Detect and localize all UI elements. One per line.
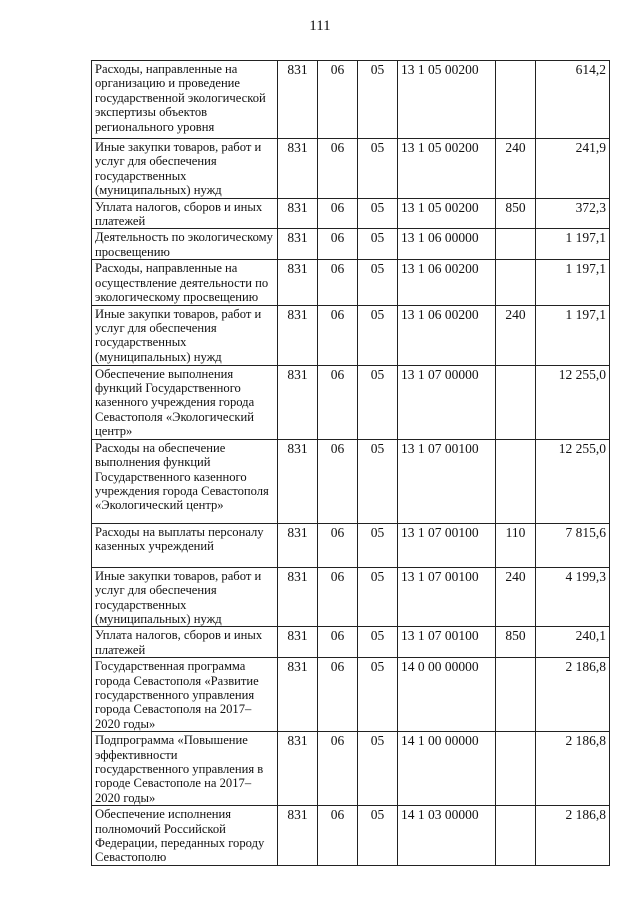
expense-type-code	[496, 439, 536, 523]
ministry-code: 831	[278, 260, 318, 305]
section-code: 06	[318, 260, 358, 305]
table-row	[92, 658, 610, 732]
ministry-code: 831	[278, 806, 318, 866]
section-code: 06	[318, 658, 358, 732]
ministry-code: 831	[278, 658, 318, 732]
ministry-code: 831	[278, 732, 318, 806]
budget-table	[91, 60, 610, 866]
ministry-code: 831	[278, 229, 318, 260]
table-row	[92, 523, 610, 567]
row-name: Расходы, направленные на осуществление деятельности по экологическому просвещению	[92, 260, 278, 305]
row-name: Расходы на обеспечение выполнения функций Государственного казенного учреждения города Севастополя «Экологический центр»	[92, 439, 278, 523]
section-code: 06	[318, 627, 358, 658]
ministry-code: 831	[278, 523, 318, 567]
expense-type-code: 850	[496, 198, 536, 229]
expense-type-code: 240	[496, 305, 536, 365]
ministry-code: 831	[278, 365, 318, 439]
target-article-code: 13 1 07 00100	[398, 627, 496, 658]
subsection-code: 05	[358, 139, 398, 199]
subsection-code: 05	[358, 198, 398, 229]
subsection-code: 05	[358, 61, 398, 139]
amount: 2 186,8	[536, 732, 610, 806]
target-article-code: 13 1 05 00200	[398, 139, 496, 199]
table-row	[92, 198, 610, 229]
expense-type-code: 240	[496, 567, 536, 627]
amount: 614,2	[536, 61, 610, 139]
subsection-code: 05	[358, 305, 398, 365]
subsection-code: 05	[358, 732, 398, 806]
subsection-code: 05	[358, 439, 398, 523]
table-row	[92, 439, 610, 523]
amount: 372,3	[536, 198, 610, 229]
subsection-code: 05	[358, 627, 398, 658]
page-number: 111	[309, 18, 331, 34]
section-code: 06	[318, 139, 358, 199]
ministry-code: 831	[278, 627, 318, 658]
table-row	[92, 305, 610, 365]
table-row	[92, 806, 610, 866]
subsection-code: 05	[358, 658, 398, 732]
target-article-code: 14 1 03 00000	[398, 806, 496, 866]
row-name: Обеспечение исполнения полномочий Российской Федерации, переданных городу Севастополю	[92, 806, 278, 866]
row-name: Иные закупки товаров, работ и услуг для обеспечения государственных (муниципальных) нужд	[92, 139, 278, 199]
expense-type-code	[496, 365, 536, 439]
amount: 12 255,0	[536, 365, 610, 439]
target-article-code: 14 1 00 00000	[398, 732, 496, 806]
row-name: Уплата налогов, сборов и иных платежей	[92, 627, 278, 658]
amount: 240,1	[536, 627, 610, 658]
section-code: 06	[318, 523, 358, 567]
budget-table-body	[92, 61, 610, 866]
subsection-code: 05	[358, 523, 398, 567]
amount: 241,9	[536, 139, 610, 199]
subsection-code: 05	[358, 229, 398, 260]
section-code: 06	[318, 567, 358, 627]
expense-type-code	[496, 806, 536, 866]
subsection-code: 05	[358, 806, 398, 866]
target-article-code: 13 1 05 00200	[398, 198, 496, 229]
amount: 2 186,8	[536, 806, 610, 866]
ministry-code: 831	[278, 305, 318, 365]
target-article-code: 13 1 07 00100	[398, 523, 496, 567]
target-article-code: 13 1 07 00000	[398, 365, 496, 439]
amount: 1 197,1	[536, 229, 610, 260]
section-code: 06	[318, 365, 358, 439]
expense-type-code	[496, 229, 536, 260]
amount: 7 815,6	[536, 523, 610, 567]
row-name: Деятельность по экологическому просвещению	[92, 229, 278, 260]
ministry-code: 831	[278, 61, 318, 139]
expense-type-code	[496, 61, 536, 139]
expense-type-code: 240	[496, 139, 536, 199]
ministry-code: 831	[278, 139, 318, 199]
section-code: 06	[318, 806, 358, 866]
row-name: Расходы, направленные на организацию и проведение государственной экологической экспертизы объектов регионального уровня	[92, 61, 278, 139]
amount: 1 197,1	[536, 305, 610, 365]
table-row	[92, 61, 610, 139]
table-row	[92, 260, 610, 305]
section-code: 06	[318, 61, 358, 139]
table-row	[92, 139, 610, 199]
section-code: 06	[318, 305, 358, 365]
row-name: Подпрограмма «Повышение эффективности государственного управления в городе Севастополе на 2017–2020 годы»	[92, 732, 278, 806]
target-article-code: 13 1 06 00000	[398, 229, 496, 260]
target-article-code: 13 1 06 00200	[398, 305, 496, 365]
row-name: Уплата налогов, сборов и иных платежей	[92, 198, 278, 229]
target-article-code: 13 1 06 00200	[398, 260, 496, 305]
amount: 1 197,1	[536, 260, 610, 305]
row-name: Расходы на выплаты персоналу казенных учреждений	[92, 523, 278, 567]
section-code: 06	[318, 732, 358, 806]
table-row	[92, 627, 610, 658]
expense-type-code	[496, 732, 536, 806]
row-name: Государственная программа города Севастополя «Развитие государственного управления города Севастополя на 2017–2020 годы»	[92, 658, 278, 732]
target-article-code: 13 1 07 00100	[398, 439, 496, 523]
row-name: Обеспечение выполнения функций Государственного казенного учреждения города Севастополя «Экологический центр»	[92, 365, 278, 439]
target-article-code: 13 1 07 00100	[398, 567, 496, 627]
row-name: Иные закупки товаров, работ и услуг для обеспечения государственных (муниципальных) нужд	[92, 567, 278, 627]
section-code: 06	[318, 439, 358, 523]
subsection-code: 05	[358, 567, 398, 627]
table-row	[92, 732, 610, 806]
subsection-code: 05	[358, 260, 398, 305]
ministry-code: 831	[278, 439, 318, 523]
row-name: Иные закупки товаров, работ и услуг для обеспечения государственных (муниципальных) нужд	[92, 305, 278, 365]
expense-type-code: 110	[496, 523, 536, 567]
table-row	[92, 567, 610, 627]
amount: 12 255,0	[536, 439, 610, 523]
target-article-code: 13 1 05 00200	[398, 61, 496, 139]
expense-type-code	[496, 260, 536, 305]
ministry-code: 831	[278, 198, 318, 229]
ministry-code: 831	[278, 567, 318, 627]
table-row	[92, 229, 610, 260]
subsection-code: 05	[358, 365, 398, 439]
target-article-code: 14 0 00 00000	[398, 658, 496, 732]
table-row	[92, 365, 610, 439]
section-code: 06	[318, 229, 358, 260]
amount: 4 199,3	[536, 567, 610, 627]
amount: 2 186,8	[536, 658, 610, 732]
expense-type-code: 850	[496, 627, 536, 658]
section-code: 06	[318, 198, 358, 229]
expense-type-code	[496, 658, 536, 732]
